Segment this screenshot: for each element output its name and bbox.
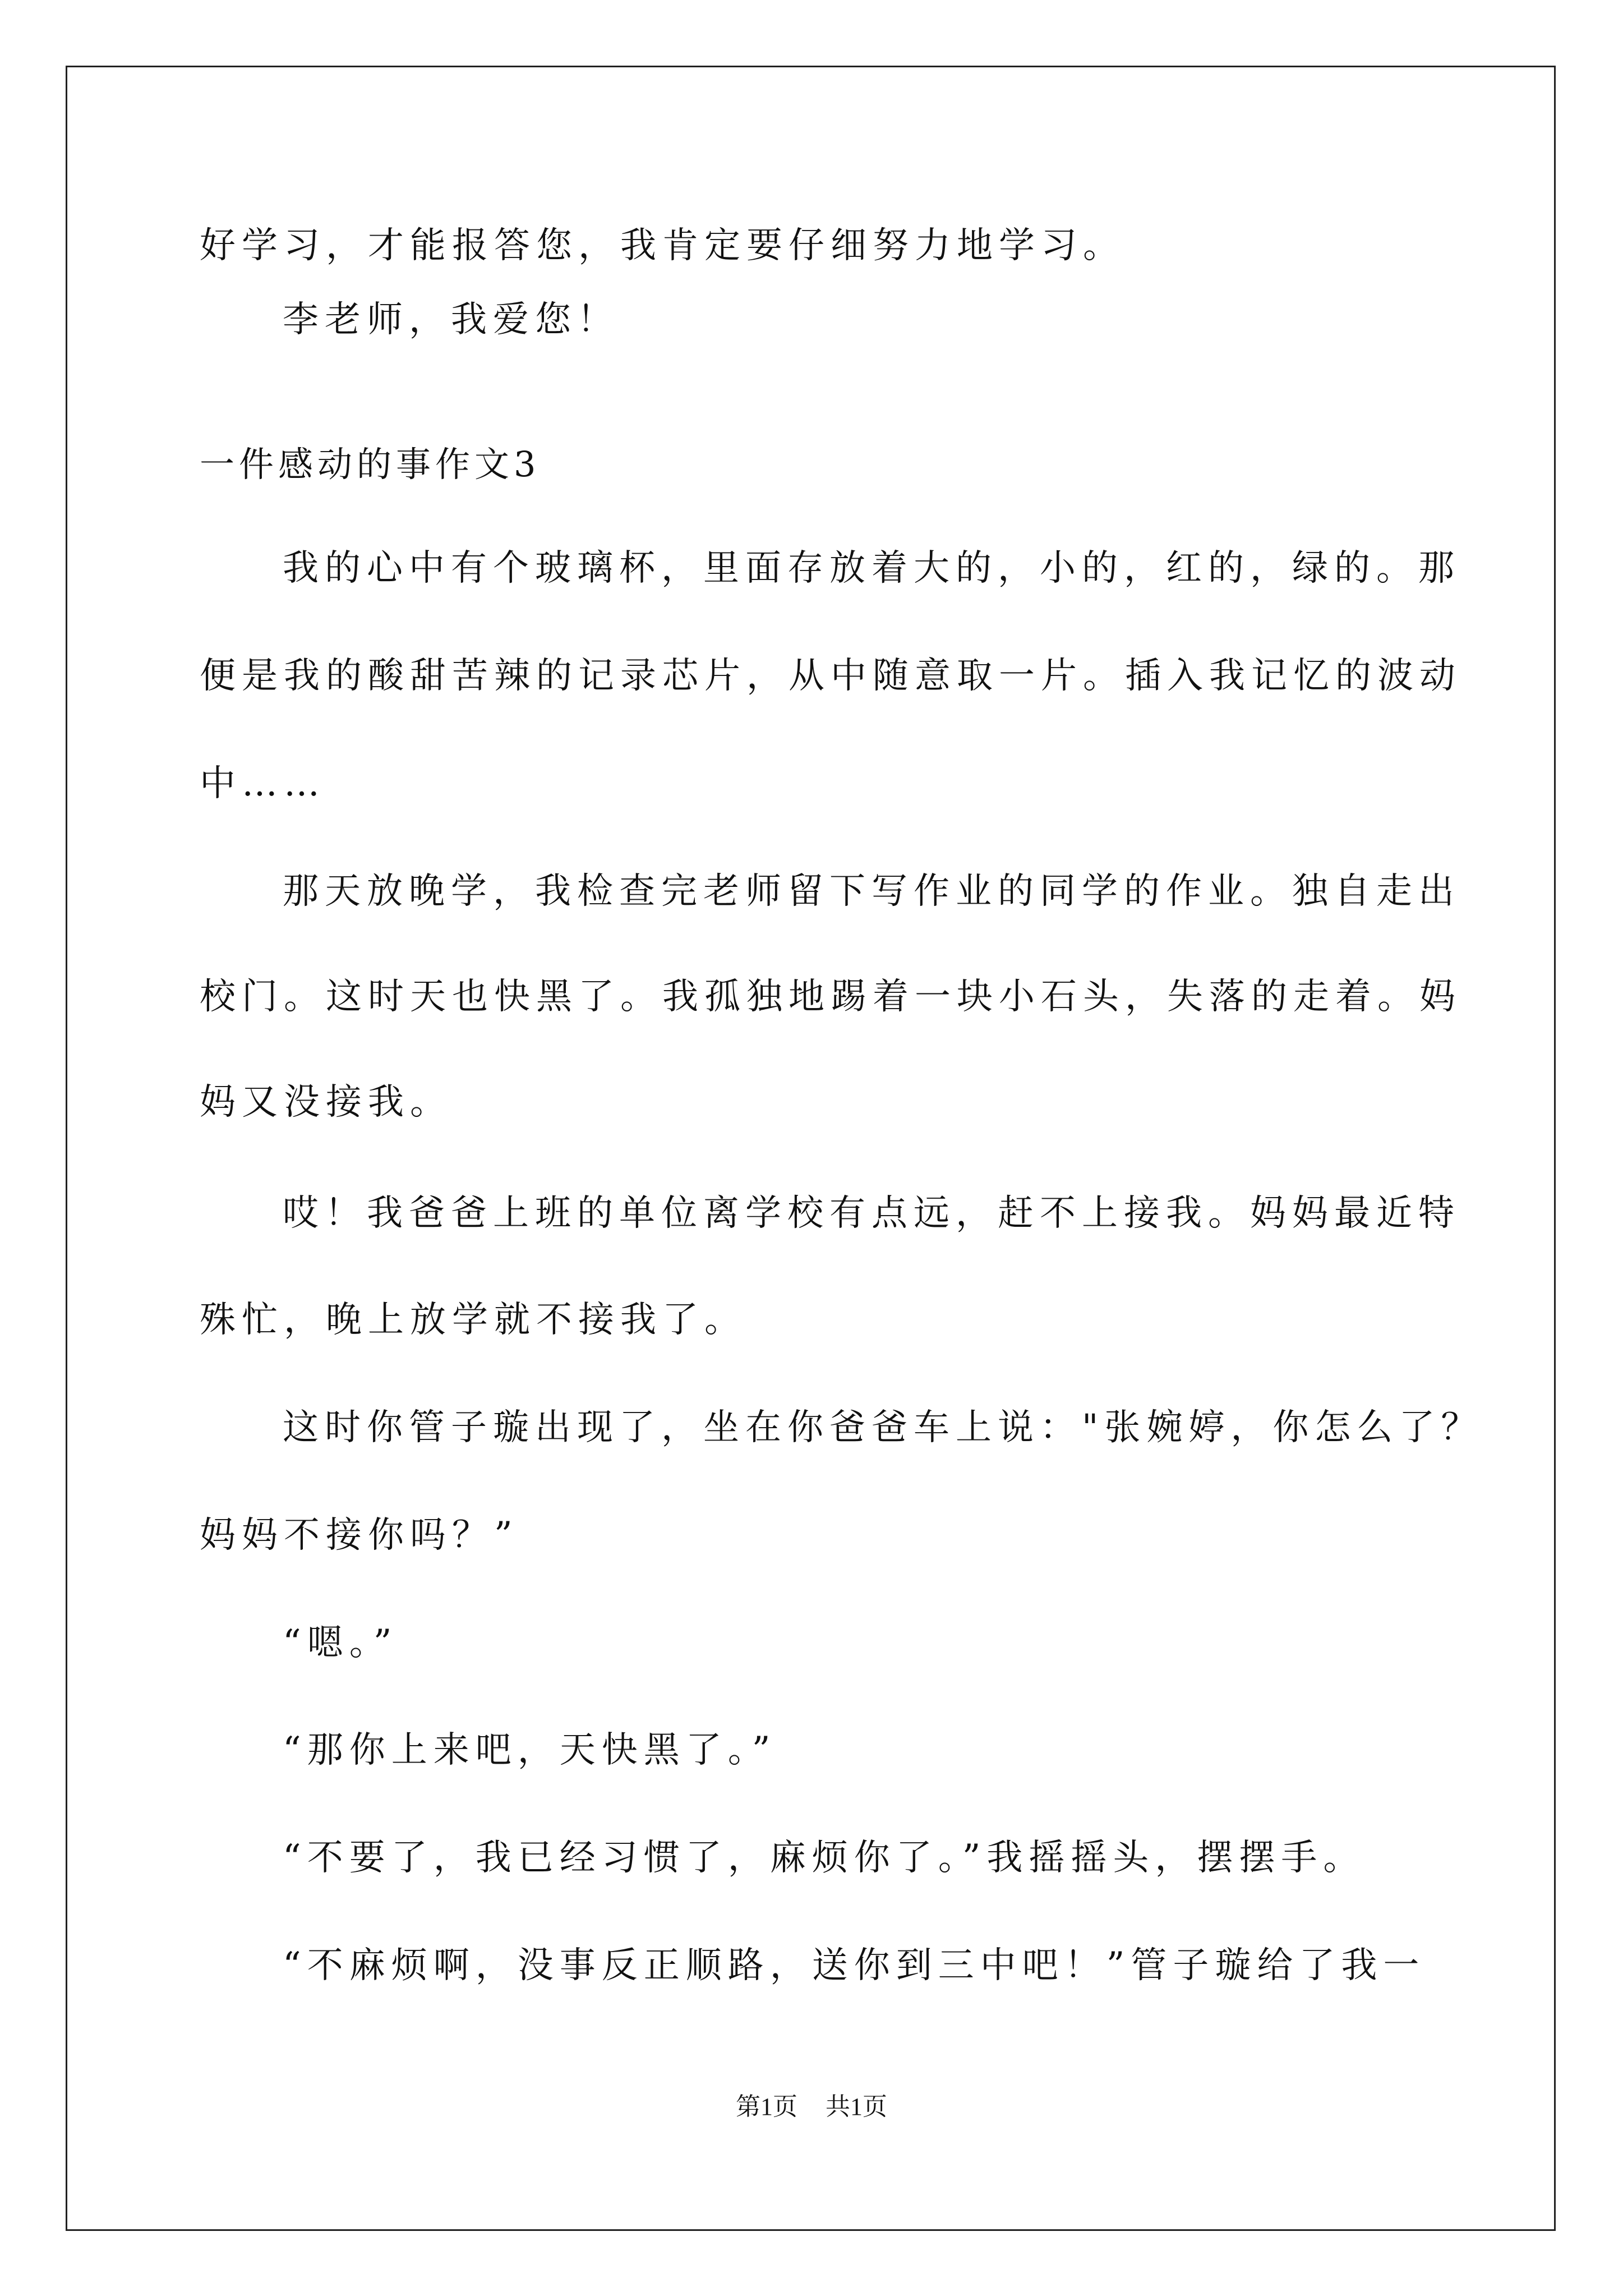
paragraph-line: 好学习，才能报答您，我肯定要仔细努力地学习。 [200,225,1125,266]
paragraph-line: “不麻烦啊，没事反正顺路，送你到三中吧！”管子璇给了我一 [283,1945,1426,1986]
paragraph-line: 我的心中有个玻璃杯，里面存放着大的，小的，红的，绿的。那 [283,547,1460,589]
page-number: 第1页 [736,2093,797,2120]
paragraph-line: 殊忙，晚上放学就不接我了。 [200,1299,746,1341]
paragraph-line: 哎！我爸爸上班的单位离学校有点远，赶不上接我。妈妈最近特 [283,1193,1460,1234]
paragraph-line: 那天放晚学，我检查完老师留下写作业的同学的作业。独自走出 [283,871,1460,912]
paragraph-line: 妈妈不接你吗？” [200,1515,519,1556]
paragraph-line: “不要了，我已经习惯了，麻烦你了。”我摇摇头，摆摆手。 [283,1837,1366,1879]
page-footer [0,2091,1623,2123]
paragraph-line: “那你上来吧，天快黑了。” [283,1729,777,1771]
section-heading: 一件感动的事作文3 [200,444,541,485]
paragraph-line: 中…… [200,763,326,804]
page-total: 共1页 [826,2093,887,2120]
paragraph-line: 便是我的酸甜苦辣的记录芯片，从中随意取一片。插入我记忆的波动 [200,655,1461,697]
paragraph-line: 这时你管子璇出现了，坐在你爸爸车上说："张婉婷，你怎么了？ [283,1407,1483,1448]
paragraph-line: 妈又没接我。 [200,1082,452,1123]
paragraph-line: 校门。这时天也快黑了。我孤独地踢着一块小石头，失落的走着。妈 [200,976,1461,1018]
paragraph-line: “嗯。” [283,1622,398,1664]
paragraph-line: 李老师，我爱您！ [283,299,619,341]
page-border [66,66,1556,2231]
